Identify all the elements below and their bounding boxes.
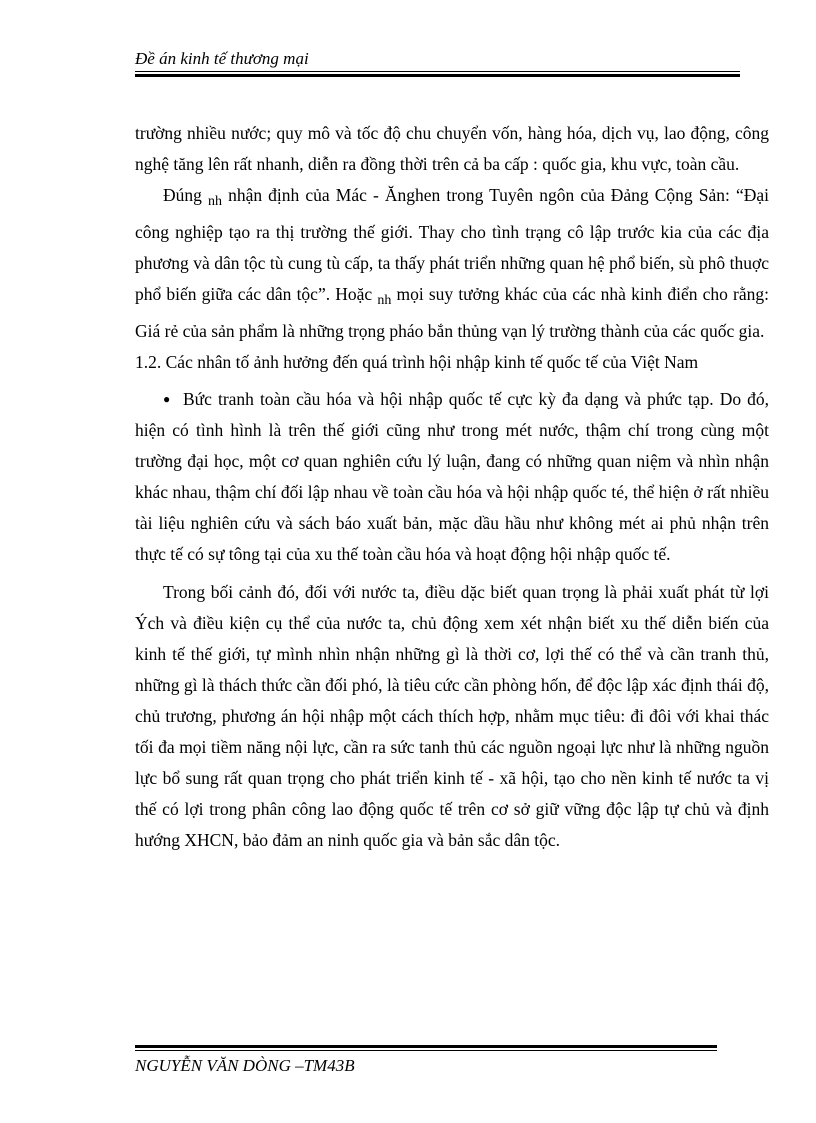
header-rule-thin xyxy=(135,71,740,72)
bullet-text: Bức tranh toàn cầu hóa và hội nhập quốc tế cực kỳ đa dạng và phức tạp. Do đó, hiện có tình hình là trên thế giới cũng như trong mét nước, thậm chí trong cùng một trường đại học, một cơ quan nghiên cứu lý luận, đang có những quan niệm và nhìn nhận khác nhau, thậm chí đối lập nhau về toàn cầu hóa và hội nhập quốc té, thể hiện ở rất nhiều tài liệu nghiên cứu và sách báo xuất bản, mặc dầu hầu như không mét ai phủ nhận trên thực tế có sự tông tại của xu thế toàn cầu hóa và hoạt động hội nhập quốc tế. xyxy=(135,389,769,564)
header-title: Đề án kinh tế thương mại xyxy=(135,49,309,68)
paragraph-marx-quote xyxy=(135,180,769,347)
paragraph-context: Trong bối cảnh đó, đối với nước ta, điều dặc biết quan trọng là phải xuất phát từ lợi Ých và điều kiện cụ thể của nước ta, chủ động xem xét nhận biết xu thế diễn biến của kinh tế thế giới, tự mình nhìn nhận những gì là thời cơ, lợi thế có thể và cần tranh thủ, những gì là thách thức cần đối phó, là tiêu cức cần phòng hốn, để độc lập xác định thái độ, chủ trương, phương án hội nhập một cách thích hợp, nhằm mục tiêu: đi đôi với khai thác tối đa mọi tiềm năng nội lực, cần ra sức tanh thủ các nguồn ngoại lực như là những nguồn lực bổ sung rất quan trọng cho phát triển kinh tế - xã hội, tạo cho nền kinh tế nước ta vị thế có lợi trong phân công lao động quốc tế trên cơ sở giữ vững độc lập tự chủ và định hướng XHCN, bảo đảm an ninh quốc gia và bản sắc dân tộc. xyxy=(135,582,769,850)
page-header xyxy=(135,48,740,70)
footer-rule-thin xyxy=(135,1050,717,1051)
paragraph-continuation: trường nhiều nước; quy mô và tốc độ chu chuyển vốn, hàng hóa, dịch vụ, lao động, công nghệ tăng lên rất nhanh, diễn ra đồng thời trên cả ba cấp : quốc gia, khu vực, toàn cầu. xyxy=(135,123,769,174)
p2-subscript-2: nh xyxy=(377,293,392,308)
p2-subscript-1: nh xyxy=(207,194,222,209)
bullet-dot-icon: ● xyxy=(163,392,171,406)
bullet-paragraph xyxy=(135,384,769,570)
footer-rule-thick xyxy=(135,1045,717,1048)
header-rule-thick xyxy=(135,74,740,77)
p2-end: mọi suy tưởng khác của các nhà kinh điển cho rằng: Giá rẻ của sản phẩm là những trọng pháo bắn thủng vạn lý trường thành của các quốc gia. xyxy=(135,284,769,341)
footer-author: NGUYỄN VĂN DÒNG –TM43B xyxy=(135,1056,355,1075)
p2-start: Đúng xyxy=(163,185,208,205)
section-heading: 1.2. Các nhân tố ảnh hưởng đến quá trình hội nhập kinh tế quốc tế của Việt Nam xyxy=(135,352,699,372)
p2-middle: nhận định của Mác - Ănghen trong Tuyên ngôn của Đảng Cộng Sản: “Đại công nghiệp tạo ra thị trường thế giới. Thay cho tình trạng cô lập trước kia của các địa phương và dân tộc tù cung tù cấp, ta thấy phát triển những quan hệ phổ biến, sù phô thuợc phổ biến giữa các dân tộc”. Hoặc xyxy=(135,185,769,304)
document-body xyxy=(135,118,769,856)
